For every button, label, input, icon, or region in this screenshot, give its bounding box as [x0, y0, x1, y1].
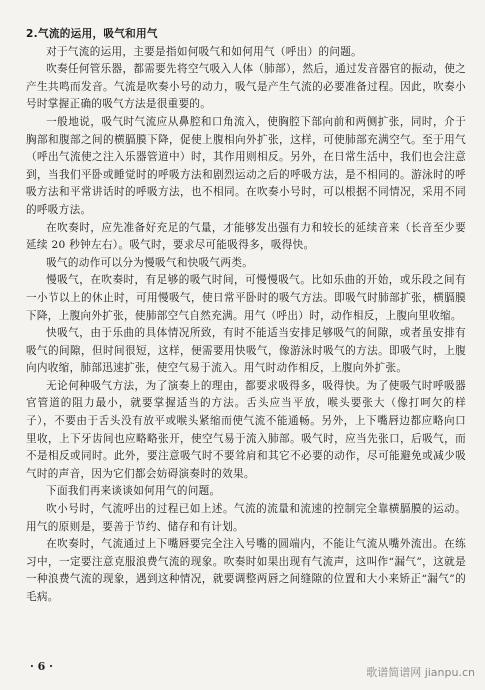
paragraph: 对于气流的运用，主要是指如何吸气和如何用气（呼出）的问题。: [46, 45, 363, 58]
paragraph: 吹奏任何管乐器，都需要先将空气吸入人体（肺部），然后，通过发音器官的振动，使之产生共鸣而发音。气流是吹奏小号的动力，吸气是产生气流的必要准备过程。因此，吹奏小号时掌握正确的吸气方法是很重要的。: [26, 63, 466, 111]
document-page: [26, 26, 466, 607]
section-heading: 2.气流的运用，吸气和用气: [26, 28, 158, 40]
paragraph: 快吸气，由于乐曲的具体情况所致，有时不能适当安排足够吸气的间隙，或者虽安排有吸气的间隙，但时间很短，这样，便需要用快吸气，像游泳时吸气的方法。即吸气时，上腹向内收缩，肺部迅速扩张，使空气易于流入。用气时动作相反，上腹向外扩张。: [26, 327, 466, 375]
paragraph: 一般地说，吸气时气流应从鼻腔和口角流入，使胸腔下部向前和两侧扩张，同时，介于胸部和腹部之间的横膈膜下降，促使上腹相向外扩张，这样，可使肺部充满空气。至于用气（呼出气流使之注入乐器管道中）时，其作用则相反。另外，在日常生活中，我们也会注意到，当我们平卧或睡觉时的呼吸方法和剧烈运动之后的呼吸方法，是不相同的。游泳时的呼吸方法和平常讲话时的呼吸方法，也不相同。在吹奏小号时，可以根据不同情况，采用不同的呼吸方法。: [26, 115, 466, 216]
paragraph: 下面我们再来谈谈如何用气的问题。: [46, 485, 221, 498]
paragraph: 无论何种吸气方法，为了演奏上的理由，都要求吸得多，吸得快。为了使吸气时呼吸器官管道的阻力最小，就要掌握适当的方法。舌头应当平放，喉头要张大（像打呵欠的样子），不要由于舌头没有放平或喉头紧缩而使气流不能通畅。另外，上下嘴唇边都应略向口里收，上下牙齿间也应略略张开，使空气易于流入肺部。吸气时，应当先张口，后吸气，而不是相反或同时。此外，要注意吸气时不要耸肩和其它不必要的动作，尽可能避免或减少吸气时的声音，因为它们都会妨碍演奏时的效果。: [26, 379, 466, 480]
paragraph: 在吹奏时，应先准备好充足的气量，才能够发出强有力和较长的延续音来（长音至少要延续 20 秒钟左右）。吸气时，要求尽可能吸得多，吸得快。: [26, 221, 466, 252]
paragraph: 在吹奏时，气流通过上下嘴唇要完全注入号嘴的圆端内，不能让气流从嘴外流出。在练习中，一定要注意克服浪费气流的现象。吹奏时如果出现有气流声，这叫作“漏气”，这就是一种浪费气流的现象，遇到这种情况，就要调整两唇之间缝隙的位置和大小来矫正“漏气”的毛病。: [26, 538, 466, 603]
page-number: · 6 ·: [30, 660, 53, 673]
paragraph: 吹小号时，气流呼出的过程已如上述。气流的流量和流速的控制完全靠横膈膜的运动。用气的原则是，要善于节约、储存和有计划。: [26, 503, 466, 533]
watermark: 歌谱简谱网 jianpu.cn: [366, 666, 475, 679]
paragraph: 吸气的动作可以分为慢吸气和快吸气两类。: [46, 256, 254, 269]
paragraph: 慢吸气，在吹奏时，有足够的吸气时间，可慢慢吸气。比如乐曲的开始，或乐段之间有一小节以上的休止时，可用慢吸气，使日常平卧时的吸气方法。即吸气时肺部扩张，横膈膜下降，上腹向外扩张，使肺部空气自然充满。用气（呼出）时，动作相反，上腹向里收缩。: [26, 274, 466, 322]
